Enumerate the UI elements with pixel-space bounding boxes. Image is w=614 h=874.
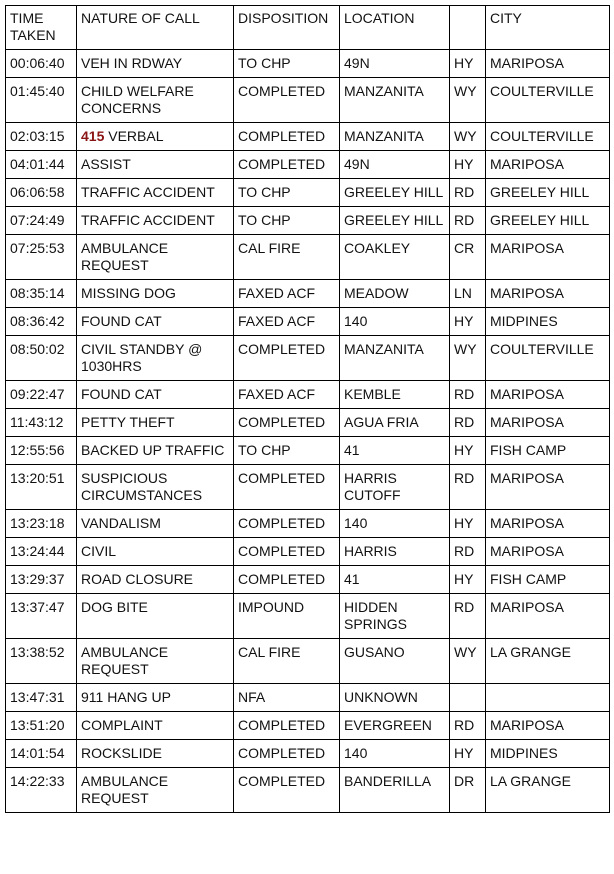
- cell-location: 140: [340, 308, 450, 336]
- cell-location: GREELEY HILL: [340, 179, 450, 207]
- cell-street-suffix: RD: [450, 179, 486, 207]
- cell-street-suffix: HY: [450, 50, 486, 78]
- cell-time-taken: 09:22:47: [6, 381, 77, 409]
- cell-city: COULTERVILLE: [486, 336, 610, 381]
- table-row: [6, 712, 610, 740]
- cell-city: MARIPOSA: [486, 50, 610, 78]
- cell-street-suffix: RD: [450, 538, 486, 566]
- cell-time-taken: 13:20:51: [6, 465, 77, 510]
- cell-disposition: COMPLETED: [234, 566, 340, 594]
- table-body: [6, 50, 610, 813]
- cell-disposition: CAL FIRE: [234, 639, 340, 684]
- cell-street-suffix: WY: [450, 78, 486, 123]
- cell-street-suffix: HY: [450, 437, 486, 465]
- cell-nature-of-call: FOUND CAT: [77, 381, 234, 409]
- cell-time-taken: 13:51:20: [6, 712, 77, 740]
- cell-time-taken: 14:01:54: [6, 740, 77, 768]
- cell-city: MARIPOSA: [486, 465, 610, 510]
- cell-disposition: TO CHP: [234, 437, 340, 465]
- penal-code-highlight: 415: [81, 128, 105, 144]
- cell-street-suffix: WY: [450, 336, 486, 381]
- cell-street-suffix: HY: [450, 151, 486, 179]
- cell-city: MARIPOSA: [486, 381, 610, 409]
- cell-disposition: FAXED ACF: [234, 280, 340, 308]
- cell-street-suffix: RD: [450, 409, 486, 437]
- header-city: CITY: [486, 6, 610, 50]
- cell-disposition: TO CHP: [234, 179, 340, 207]
- cell-city: FISH CAMP: [486, 566, 610, 594]
- header-location: LOCATION: [340, 6, 450, 50]
- cell-street-suffix: HY: [450, 510, 486, 538]
- table-row: [6, 566, 610, 594]
- cell-street-suffix: RD: [450, 381, 486, 409]
- cell-nature-of-call: TRAFFIC ACCIDENT: [77, 207, 234, 235]
- cell-time-taken: 13:37:47: [6, 594, 77, 639]
- table-row: [6, 465, 610, 510]
- cell-time-taken: 13:29:37: [6, 566, 77, 594]
- cell-city: GREELEY HILL: [486, 179, 610, 207]
- cell-time-taken: 13:23:18: [6, 510, 77, 538]
- cell-city: COULTERVILLE: [486, 78, 610, 123]
- header-time-taken: TIME TAKEN: [6, 6, 77, 50]
- cell-time-taken: 06:06:58: [6, 179, 77, 207]
- cell-location: KEMBLE: [340, 381, 450, 409]
- cell-time-taken: 04:01:44: [6, 151, 77, 179]
- table-row: [6, 409, 610, 437]
- cell-disposition: NFA: [234, 684, 340, 712]
- table-row: [6, 639, 610, 684]
- cell-city: LA GRANGE: [486, 768, 610, 813]
- cell-disposition: COMPLETED: [234, 768, 340, 813]
- cell-nature-of-call: AMBULANCE REQUEST: [77, 639, 234, 684]
- cell-nature-of-call: FOUND CAT: [77, 308, 234, 336]
- cell-disposition: TO CHP: [234, 207, 340, 235]
- cell-city: MARIPOSA: [486, 235, 610, 280]
- table-row: [6, 740, 610, 768]
- cell-street-suffix: WY: [450, 123, 486, 151]
- table-row: [6, 768, 610, 813]
- cell-city: MIDPINES: [486, 740, 610, 768]
- cell-street-suffix: DR: [450, 768, 486, 813]
- table-row: [6, 179, 610, 207]
- cell-nature-of-call: BACKED UP TRAFFIC: [77, 437, 234, 465]
- table-row: [6, 207, 610, 235]
- cell-disposition: COMPLETED: [234, 510, 340, 538]
- cell-nature-of-call: CIVIL STANDBY @ 1030HRS: [77, 336, 234, 381]
- cell-disposition: COMPLETED: [234, 409, 340, 437]
- cell-nature-of-call: CHILD WELFARE CONCERNS: [77, 78, 234, 123]
- cell-city: MARIPOSA: [486, 510, 610, 538]
- table-row: [6, 78, 610, 123]
- cell-city: MARIPOSA: [486, 594, 610, 639]
- cell-street-suffix: CR: [450, 235, 486, 280]
- cell-street-suffix: HY: [450, 740, 486, 768]
- cell-disposition: FAXED ACF: [234, 381, 340, 409]
- cell-street-suffix: RD: [450, 465, 486, 510]
- cell-nature-of-call: TRAFFIC ACCIDENT: [77, 179, 234, 207]
- cell-time-taken: 14:22:33: [6, 768, 77, 813]
- table-row: [6, 381, 610, 409]
- cell-city: MIDPINES: [486, 308, 610, 336]
- cell-street-suffix: RD: [450, 594, 486, 639]
- cell-city: MARIPOSA: [486, 538, 610, 566]
- cell-disposition: COMPLETED: [234, 336, 340, 381]
- cell-street-suffix: HY: [450, 308, 486, 336]
- cell-disposition: TO CHP: [234, 50, 340, 78]
- cell-nature-of-call: VANDALISM: [77, 510, 234, 538]
- table-row: [6, 280, 610, 308]
- cell-street-suffix: [450, 684, 486, 712]
- table-row: [6, 538, 610, 566]
- cell-nature-of-call: DOG BITE: [77, 594, 234, 639]
- cell-disposition: FAXED ACF: [234, 308, 340, 336]
- cell-street-suffix: RD: [450, 712, 486, 740]
- cell-location: HIDDEN SPRINGS: [340, 594, 450, 639]
- cell-city: [486, 684, 610, 712]
- cell-nature-of-call: ASSIST: [77, 151, 234, 179]
- cell-location: MANZANITA: [340, 123, 450, 151]
- cell-nature-of-call: ROCKSLIDE: [77, 740, 234, 768]
- cell-location: 41: [340, 437, 450, 465]
- cell-disposition: COMPLETED: [234, 538, 340, 566]
- cell-location: 41: [340, 566, 450, 594]
- cell-nature-of-call: MISSING DOG: [77, 280, 234, 308]
- cell-disposition: COMPLETED: [234, 151, 340, 179]
- cell-time-taken: 07:24:49: [6, 207, 77, 235]
- cell-location: 140: [340, 510, 450, 538]
- cell-disposition: IMPOUND: [234, 594, 340, 639]
- table-row: [6, 684, 610, 712]
- cell-disposition: COMPLETED: [234, 123, 340, 151]
- cell-nature-of-call: 911 HANG UP: [77, 684, 234, 712]
- table-row: [6, 437, 610, 465]
- header-disposition: DISPOSITION: [234, 6, 340, 50]
- cell-time-taken: 13:47:31: [6, 684, 77, 712]
- cell-location: MANZANITA: [340, 336, 450, 381]
- table-row: [6, 510, 610, 538]
- table-row: [6, 151, 610, 179]
- cell-city: MARIPOSA: [486, 409, 610, 437]
- cell-location: HARRIS: [340, 538, 450, 566]
- table-row: [6, 336, 610, 381]
- cell-location: AGUA FRIA: [340, 409, 450, 437]
- cell-disposition: COMPLETED: [234, 712, 340, 740]
- cell-location: 140: [340, 740, 450, 768]
- cell-time-taken: 02:03:15: [6, 123, 77, 151]
- cell-time-taken: 08:35:14: [6, 280, 77, 308]
- cell-location: COAKLEY: [340, 235, 450, 280]
- cell-city: FISH CAMP: [486, 437, 610, 465]
- table-row: [6, 308, 610, 336]
- cell-time-taken: 07:25:53: [6, 235, 77, 280]
- cell-location: GREELEY HILL: [340, 207, 450, 235]
- table-row: [6, 50, 610, 78]
- cell-time-taken: 00:06:40: [6, 50, 77, 78]
- cell-location: 49N: [340, 151, 450, 179]
- cell-nature-of-call: COMPLAINT: [77, 712, 234, 740]
- cell-location: BANDERILLA: [340, 768, 450, 813]
- cell-street-suffix: LN: [450, 280, 486, 308]
- header-nature-of-call: NATURE OF CALL: [77, 6, 234, 50]
- cell-location: MANZANITA: [340, 78, 450, 123]
- cell-disposition: COMPLETED: [234, 465, 340, 510]
- cell-street-suffix: RD: [450, 207, 486, 235]
- cell-city: MARIPOSA: [486, 280, 610, 308]
- cell-nature-of-call: AMBULANCE REQUEST: [77, 768, 234, 813]
- cell-location: EVERGREEN: [340, 712, 450, 740]
- table-row: [6, 235, 610, 280]
- cell-city: GREELEY HILL: [486, 207, 610, 235]
- cell-disposition: COMPLETED: [234, 78, 340, 123]
- nature-text: VERBAL: [104, 128, 164, 144]
- cell-city: COULTERVILLE: [486, 123, 610, 151]
- table-row: [6, 594, 610, 639]
- cell-time-taken: 13:38:52: [6, 639, 77, 684]
- cell-disposition: COMPLETED: [234, 740, 340, 768]
- cell-nature-of-call: SUSPICIOUS CIRCUMSTANCES: [77, 465, 234, 510]
- cell-city: MARIPOSA: [486, 712, 610, 740]
- cell-nature-of-call: VEH IN RDWAY: [77, 50, 234, 78]
- cell-time-taken: 12:55:56: [6, 437, 77, 465]
- cell-disposition: CAL FIRE: [234, 235, 340, 280]
- header-street-suffix: [450, 6, 486, 50]
- cell-nature-of-call: CIVIL: [77, 538, 234, 566]
- call-log-table: [5, 5, 610, 813]
- cell-time-taken: 08:50:02: [6, 336, 77, 381]
- cell-nature-of-call: [77, 123, 234, 151]
- cell-city: LA GRANGE: [486, 639, 610, 684]
- cell-location: 49N: [340, 50, 450, 78]
- cell-location: MEADOW: [340, 280, 450, 308]
- cell-location: HARRIS CUTOFF: [340, 465, 450, 510]
- cell-nature-of-call: ROAD CLOSURE: [77, 566, 234, 594]
- cell-location: UNKNOWN: [340, 684, 450, 712]
- cell-location: GUSANO: [340, 639, 450, 684]
- table-row: [6, 123, 610, 151]
- cell-street-suffix: HY: [450, 566, 486, 594]
- header-row: [6, 6, 610, 50]
- cell-nature-of-call: PETTY THEFT: [77, 409, 234, 437]
- cell-city: MARIPOSA: [486, 151, 610, 179]
- cell-time-taken: 11:43:12: [6, 409, 77, 437]
- cell-street-suffix: WY: [450, 639, 486, 684]
- cell-time-taken: 08:36:42: [6, 308, 77, 336]
- cell-time-taken: 01:45:40: [6, 78, 77, 123]
- cell-time-taken: 13:24:44: [6, 538, 77, 566]
- cell-nature-of-call: AMBULANCE REQUEST: [77, 235, 234, 280]
- call-log: [5, 5, 610, 813]
